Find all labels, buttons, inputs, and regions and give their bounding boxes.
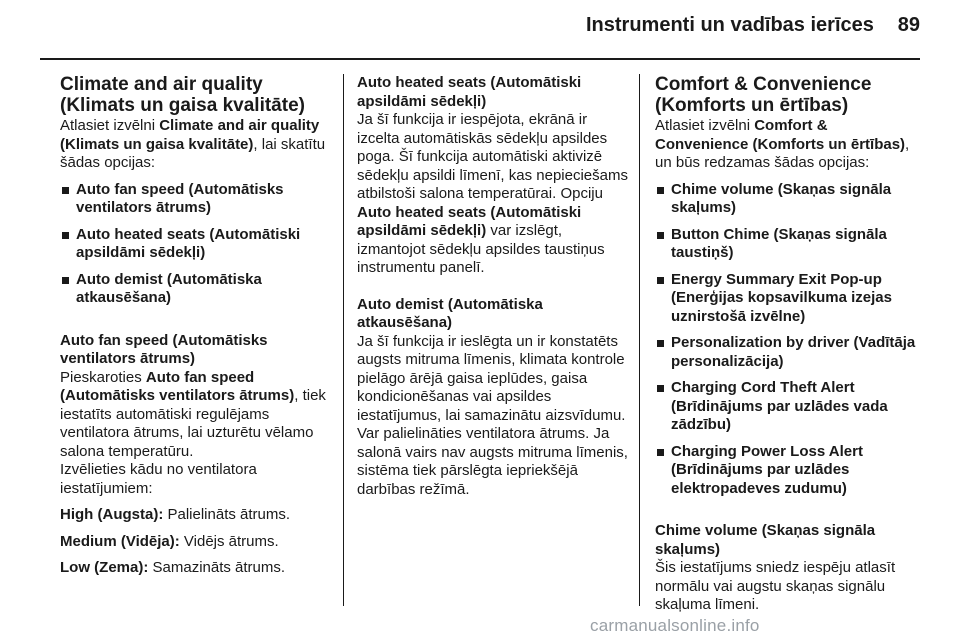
subsection-title-demist: Auto demist (Automātiska atkausēšana) bbox=[357, 295, 543, 331]
column-comfort bbox=[655, 74, 925, 623]
fan-medium-label: Medium (Vidēja): bbox=[60, 532, 180, 550]
fan-option-name: Auto fan speed (Automātisks ventilators ātrums) bbox=[60, 368, 295, 404]
list-item: Charging Cord Theft Alert (Brīdinājums par uzlādes vada zādzību) bbox=[655, 379, 925, 435]
climate-intro bbox=[60, 117, 332, 173]
column-climate bbox=[60, 74, 332, 586]
subsection-title-fan: Auto fan speed (Automātisks ventilators ātrums) bbox=[60, 331, 268, 367]
fan-high-text: Palielināts ātrums. bbox=[163, 506, 291, 523]
climate-options-list bbox=[60, 181, 332, 308]
subsection-title-seats: Auto heated seats (Automātiski apsildāmi sēdekļi) bbox=[357, 74, 582, 110]
chime-paragraph: Šis iestatījums sniedz iespēju atlasīt normālu vai augstu skaņas signālu skaļuma līmeni. bbox=[655, 559, 896, 613]
page-header bbox=[0, 0, 960, 58]
fan-low-text: Samazināts ātrums. bbox=[148, 559, 286, 576]
comfort-intro-tail: , un būs redzamas šādas opcijas: bbox=[655, 135, 910, 171]
list-item: Charging Power Loss Alert (Brīdinājums par uzlādes elektropadeves zudumu) bbox=[655, 443, 925, 499]
list-item: Button Chime (Skaņas signāla taustiņš) bbox=[655, 226, 925, 263]
climate-intro-text: Atlasiet izvēlni bbox=[60, 117, 160, 134]
seats-text: Ja šī funkcija ir iespējota, ekrānā ir izcelta automātiskās sēdekļu apsildes poga. Šī funkcija automātiski aktivizē sēdekļu apsildi līmenī, kas nepieciešams atbilstoši salona temperatūrai. Opciju bbox=[357, 111, 628, 202]
list-item: Auto fan speed (Automātisks ventilators ātrums) bbox=[60, 181, 332, 218]
section-title-comfort: Comfort & Convenience (Komforts un ērtības) bbox=[655, 74, 872, 116]
fan-medium-text: Vidējs ātrums. bbox=[179, 532, 279, 550]
running-header-title: Instrumenti un vadības ierīces bbox=[586, 14, 874, 36]
list-item: Chime volume (Skaņas signāla skaļums) bbox=[655, 181, 925, 218]
list-item: Energy Summary Exit Pop-up (Enerģijas kopsavilkuma izejas uznirstošā izvēlne) bbox=[655, 271, 925, 327]
climate-intro-menu: Climate and air quality (Klimats un gaisa kvalitāte) bbox=[60, 117, 320, 153]
fan-paragraph bbox=[60, 369, 332, 462]
fan-medium bbox=[60, 533, 332, 552]
fan-low-label: Low (Zema): bbox=[60, 559, 149, 576]
comfort-intro bbox=[655, 117, 925, 173]
climate-intro-tail: , lai skatītu šādas opcijas: bbox=[60, 135, 326, 171]
fan-high bbox=[60, 506, 332, 525]
demist-paragraph: Ja šī funkcija ir ieslēgta un ir konstatēts augsts mitruma līmenis, klimata kontrole pielāgo ārējā gaisa ieplūdes, gaisa kondicionēšanas vai apsildes iestatījumus, lai samazinātu aizsvīdumu. Var palielināties ventilatora ātrums. Ja salonā vairs nav augsts mitruma līmenis, sistēma tiek pārslēgta iepriekšējā darbības režīmā. bbox=[357, 332, 628, 498]
list-item: Auto demist (Automātiska atkausēšana) bbox=[60, 271, 332, 308]
fan-high-label: High (Augsta): bbox=[60, 506, 164, 523]
list-item: Personalization by driver (Vadītāja personalizācija) bbox=[655, 334, 925, 371]
section-title-climate: Climate and air quality (Klimats un gaisa kvalitāte) bbox=[60, 74, 305, 116]
comfort-intro-menu: Comfort & Convenience (Komforts un ērtības) bbox=[655, 117, 906, 153]
column-seats-demist bbox=[357, 74, 629, 507]
header-rule bbox=[40, 58, 920, 60]
fan-text-tail: , tiek iestatīts automātiski regulējams ventilatora ātrums, lai uzturētu vēlamo salona temperatūru. bbox=[60, 387, 326, 460]
fan-low bbox=[60, 559, 332, 578]
column-divider-2 bbox=[639, 74, 640, 606]
seats-option-name: Auto heated seats (Automātiski apsildāmi sēdekļi) bbox=[357, 203, 582, 239]
watermark: carmanualsonline.info bbox=[590, 616, 760, 635]
fan-text: Pieskaroties bbox=[60, 368, 146, 386]
comfort-options-list bbox=[655, 181, 925, 499]
list-item: Auto heated seats (Automātiski apsildāmi sēdekļi) bbox=[60, 226, 332, 263]
seats-text-tail: var izslēgt, izmantojot sēdekļu apsildes taustiņus instrumentu panelī. bbox=[357, 222, 605, 276]
column-divider-1 bbox=[343, 74, 344, 606]
fan-choose: Izvēlieties kādu no ventilatora iestatījumiem: bbox=[60, 461, 257, 497]
page-number: 89 bbox=[897, 14, 920, 36]
seats-paragraph bbox=[357, 111, 629, 278]
comfort-intro-text: Atlasiet izvēlni bbox=[655, 117, 755, 134]
subsection-title-chime: Chime volume (Skaņas signāla skaļums) bbox=[655, 522, 876, 558]
